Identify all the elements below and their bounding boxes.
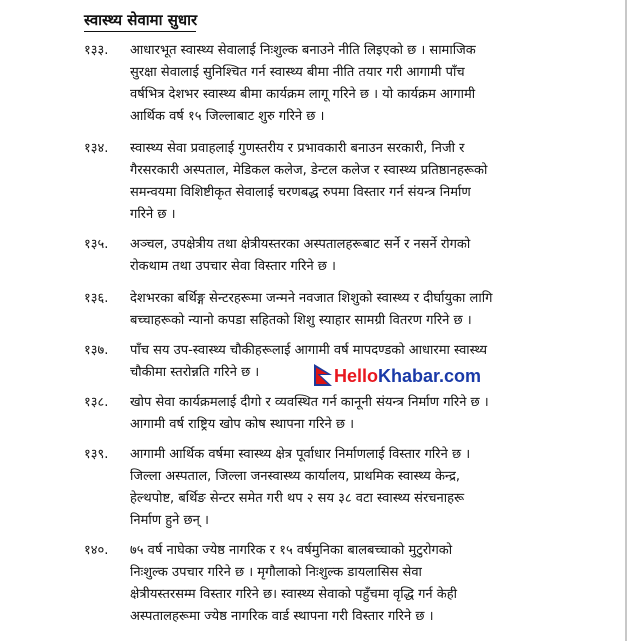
text-line: समन्वयमा विशिष्टीकृत सेवालाई चरणबद्ध रुपमा विस्तार गर्न संयन्त्र निर्माण [130, 185, 471, 200]
heading-underline [84, 31, 196, 32]
paragraph-134 [84, 138, 572, 226]
hellokhabar-watermark-logo [310, 362, 530, 388]
text-line: गैरसरकारी अस्पताल, मेडिकल कलेज, डेन्टल कलेज र स्वास्थ्य प्रतिष्ठानहरूको [130, 163, 488, 178]
paragraph-number: १३६. [84, 291, 109, 306]
paragraph-136 [84, 288, 572, 332]
paragraph-number: १३३. [84, 43, 109, 58]
paragraph-number: १४०. [84, 543, 109, 558]
text-line: पाँच सय उप-स्वास्थ्य चौकीहरूलाई आगामी वर्ष मापदण्डको आधारमा स्वास्थ्य [130, 343, 488, 358]
text-line: आगामी आर्थिक वर्षमा स्वास्थ्य क्षेत्र पूर्वाधार निर्माणलाई विस्तार गरिने छ । [130, 447, 471, 462]
text-line: रोकथाम तथा उपचार सेवा विस्तार गरिने छ । [130, 259, 336, 274]
paragraph-139 [84, 444, 572, 532]
paragraph-text [130, 444, 572, 532]
text-line: हेल्थपोष्ट, बर्थिङ सेन्टर समेत गरी थप २ सय ३८ वटा स्वास्थ्य संरचनाहरू [130, 491, 465, 506]
text-line: स्वास्थ्य सेवा प्रवाहलाई गुणस्तरीय र प्रभावकारी बनाउन सरकारी, निजी र [130, 141, 465, 156]
text-line: देशभरका बर्थिङ्ग सेन्टरहरूमा जन्मने नवजात शिशुको स्वास्थ्य र दीर्घायुका लागि [130, 291, 493, 306]
text-line: आधारभूत स्वास्थ्य सेवालाई निःशुल्क बनाउने नीति लिइएको छ । सामाजिक [130, 43, 476, 58]
paragraph-text [130, 392, 572, 436]
text-line: आगामी वर्ष राष्ट्रिय खोप कोष स्थापना गरिने छ । [130, 417, 355, 432]
text-line: अस्पतालहरूमा ज्येष्ठ नागरिक वार्ड स्थापना गरी विस्तार गरिने छ । [130, 609, 434, 624]
paragraph-text [130, 234, 572, 278]
text-line: निर्माण हुने छन् । [130, 513, 209, 528]
text-line: बच्चाहरूको न्यानो कपडा सहितको शिशु स्याहार सामग्री वितरण गरिने छ । [130, 313, 472, 328]
text-line: आर्थिक वर्ष १५ जिल्लाबाट शुरु गरिने छ । [130, 109, 325, 124]
section-heading: स्वास्थ्य सेवामा सुधार [84, 11, 198, 29]
paragraph-number: १३८. [84, 395, 109, 410]
paragraph-138 [84, 392, 572, 436]
text-line: निःशुल्क उपचार गरिने छ । मृगौलाको निःशुल्क डायलासिस सेवा [130, 565, 422, 580]
text-line: चौकीमा स्तरोन्नति गरिने छ । [130, 365, 260, 380]
text-line: वर्षभित्र देशभर स्वास्थ्य बीमा कार्यक्रम लागू गरिने छ । यो कार्यक्रम आगामी [130, 87, 476, 102]
paragraph-number: १३७. [84, 343, 109, 358]
paragraph-text [130, 540, 572, 628]
text-line: क्षेत्रीयस्तरसम्म विस्तार गरिने छ। स्वास्थ्य सेवाको पहुँचमा वृद्धि गर्न केही [130, 587, 458, 602]
paragraph-135 [84, 234, 572, 278]
nepal-flag-icon [314, 364, 332, 386]
text-line: अञ्चल, उपक्षेत्रीय तथा क्षेत्रीयस्तरका अस्पतालहरूबाट सर्ने र नसर्ने रोगको [130, 237, 471, 252]
text-line: ७५ वर्ष नाघेका ज्येष्ठ नागरिक र १५ वर्षमुनिका बालबच्चाको मुटुरोगको [130, 543, 453, 558]
paragraph-text [130, 40, 572, 128]
text-line: खोप सेवा कार्यक्रमलाई दीगो र व्यवस्थित गर्न कानूनी संयन्त्र निर्माण गरिने छ । [130, 395, 489, 410]
paragraph-number: १३९. [84, 447, 109, 462]
svg-text:HelloKhabar.com: HelloKhabar.com [334, 366, 482, 386]
paragraph-140 [84, 540, 572, 628]
paragraph-number: १३५. [84, 237, 109, 252]
paragraph-133 [84, 40, 572, 128]
paragraph-text [130, 138, 572, 226]
text-line: गरिने छ । [130, 207, 176, 222]
paragraph-text [130, 288, 572, 332]
text-line: जिल्ला अस्पताल, जिल्ला जनस्वास्थ्य कार्यालय, प्राथमिक स्वास्थ्य केन्द्र, [130, 469, 460, 484]
paragraph-number: १३४. [84, 141, 109, 156]
text-line: सुरक्षा सेवालाई सुनिश्चित गर्न स्वास्थ्य बीमा नीति तयार गरी आगामी पाँच [130, 65, 465, 80]
